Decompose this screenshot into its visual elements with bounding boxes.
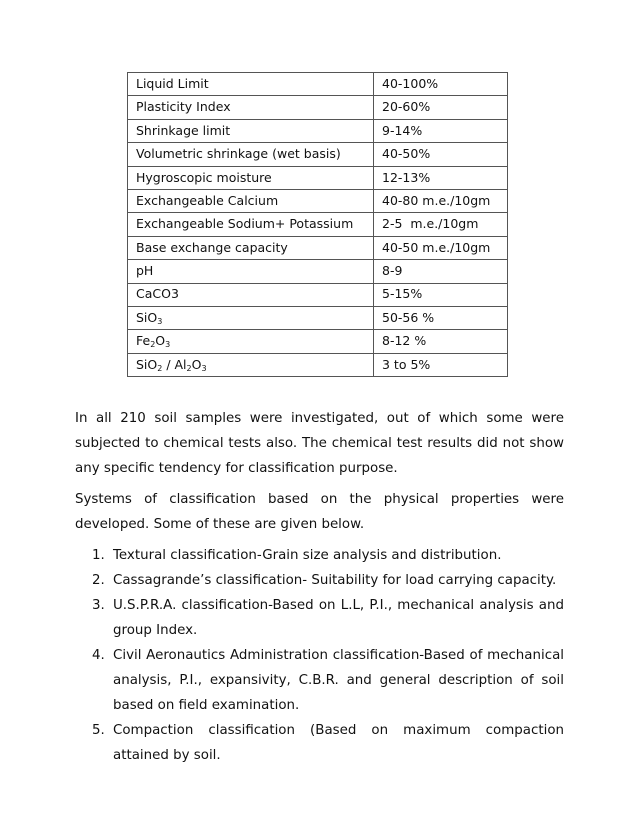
value-cell: 40-80 m.e./10gm [374,189,508,212]
table-row [128,96,508,119]
property-cell: Volumetric shrinkage (wet basis) [128,143,374,166]
classification-list [75,543,564,768]
soil-properties-table [127,72,508,377]
property-cell [128,330,374,353]
value-cell: 40-100% [374,73,508,96]
property-cell: Hygroscopic moisture [128,166,374,189]
list-number: 1. [92,548,105,563]
paragraph: Systems of classification based on the physical properties were developed. Some of these are given below. [75,492,564,532]
list-item-text: Civil Aeronautics Administration classification-Based of mechanical analysis, P.I., expansivity, C.B.R. and general description of soil based on field examination. [113,648,564,713]
formula-text: SiO [136,356,158,372]
value-cell: 8-9 [374,260,508,283]
property-cell: Exchangeable Calcium [128,189,374,212]
property-cell: Exchangeable Sodium+ Potassium [128,213,374,236]
formula-subscript: 3 [157,316,163,326]
table-row [128,213,508,236]
list-item-text: Cassagrande’s classification- Suitability for load carrying capacity. [113,573,557,588]
list-number: 3. [92,598,105,613]
list-item [75,643,564,718]
paragraph: In all 210 soil samples were investigated, out of which some were subjected to chemical tests also. The chemical test results did not show any specific tendency for classification purpose. [75,411,564,476]
table-row [128,283,508,306]
property-cell: Liquid Limit [128,73,374,96]
list-item [75,568,564,593]
formula-subscript: 3 [165,340,171,350]
property-cell: Base exchange capacity [128,236,374,259]
value-cell: 9-14% [374,119,508,142]
list-number: 4. [92,648,105,663]
table-row [128,166,508,189]
value-cell: 8-12 % [374,330,508,353]
list-item-text: Compaction classification (Based on maximum compaction attained by soil. [113,723,564,763]
formula-text: O [191,356,202,372]
property-cell: CaCO3 [128,283,374,306]
formula-text: / Al [162,356,187,372]
property-cell: Plasticity Index [128,96,374,119]
table-row [128,260,508,283]
list-number: 5. [92,723,105,738]
value-cell: 50-56 % [374,306,508,329]
formula-subscript: 2 [186,363,192,373]
property-cell [128,353,374,376]
property-cell: Shrinkage limit [128,119,374,142]
table-row [128,306,508,329]
formula-subscript: 2 [157,363,163,373]
table-row [128,189,508,212]
formula-subscript: 3 [201,363,207,373]
list-item-text: Textural classification-Grain size analysis and distribution. [113,548,502,563]
table-row [128,330,508,353]
list-item [75,593,564,643]
formula-text: Fe [136,333,151,349]
formula-text: O [155,333,166,349]
value-cell: 3 to 5% [374,353,508,376]
value-cell: 12-13% [374,166,508,189]
property-cell: pH [128,260,374,283]
list-item [75,718,564,768]
formula-subscript: 2 [150,340,156,350]
list-item [75,543,564,568]
list-item-text: U.S.P.R.A. classification-Based on L.L, P.I., mechanical analysis and group Index. [113,598,564,638]
value-cell: 20-60% [374,96,508,119]
value-cell: 5-15% [374,283,508,306]
table-row [128,353,508,376]
property-cell [128,306,374,329]
value-cell: 40-50% [374,143,508,166]
formula-text: SiO [136,309,158,325]
value-cell: 40-50 m.e./10gm [374,236,508,259]
table-row [128,73,508,96]
table-row [128,119,508,142]
list-number: 2. [92,573,105,588]
table-row [128,236,508,259]
value-cell: 2-5 m.e./10gm [374,213,508,236]
table-row [128,143,508,166]
